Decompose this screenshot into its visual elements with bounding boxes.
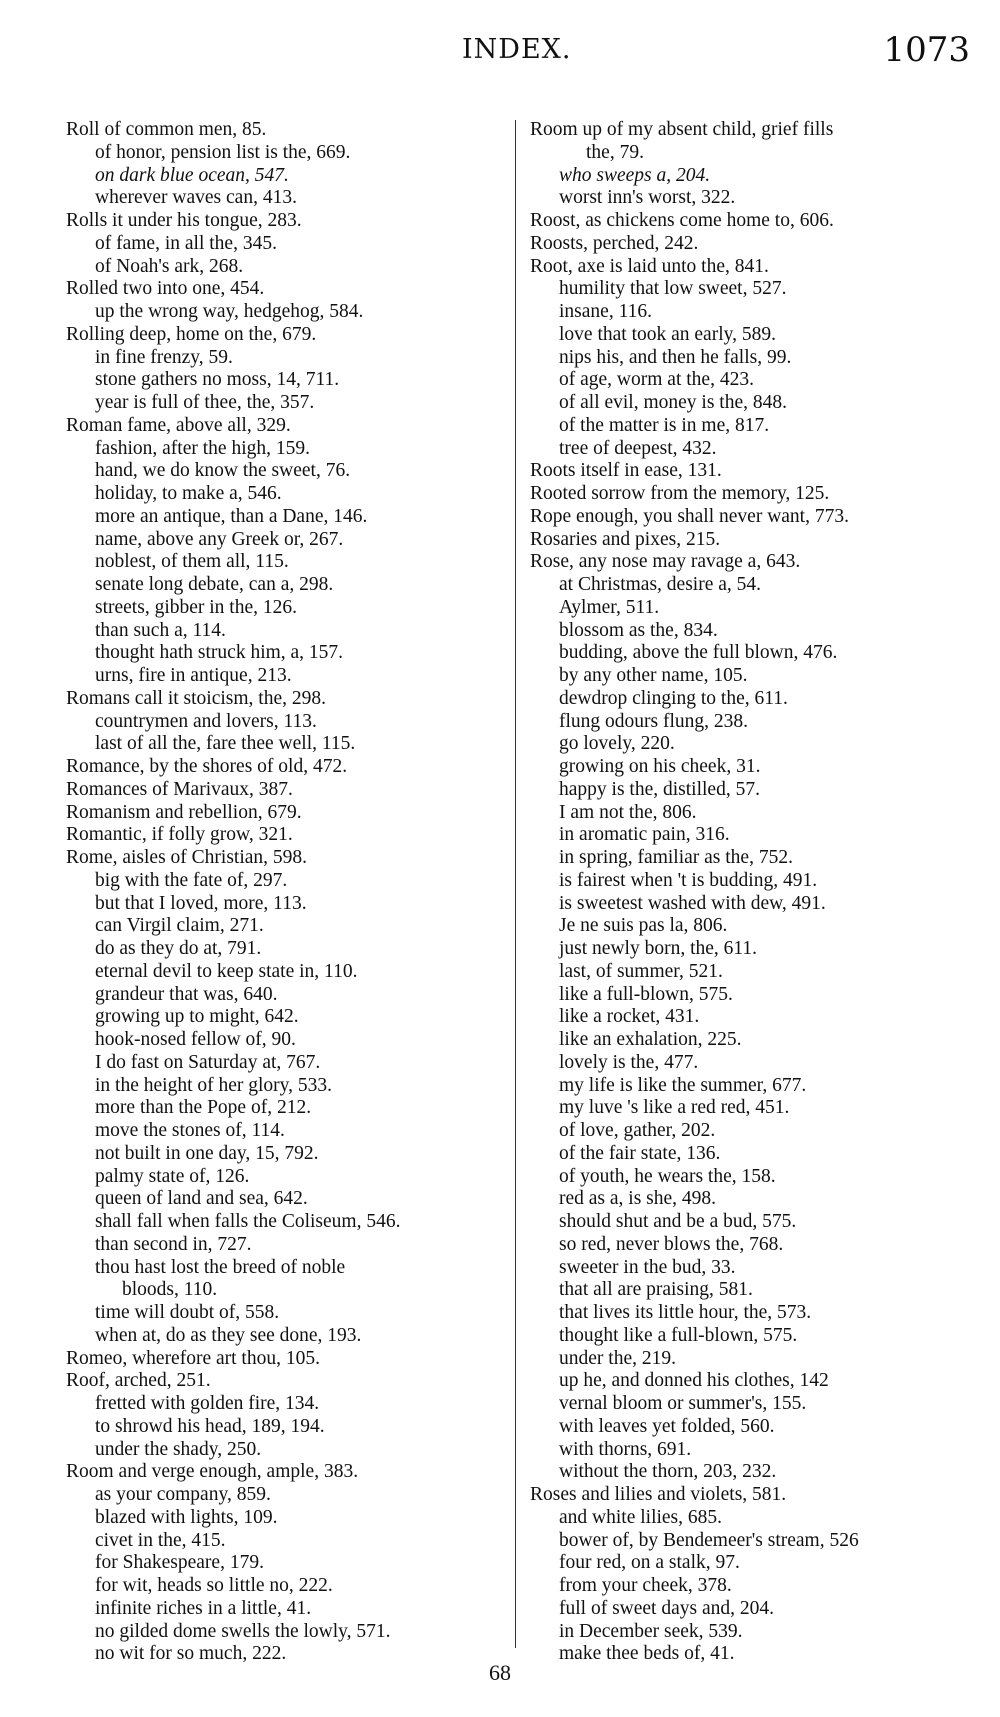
index-subentry: than such a, 114. [95, 619, 226, 641]
index-subentry: Aylmer, 511. [559, 596, 660, 618]
index-subentry: four red, on a stalk, 97. [559, 1552, 740, 1574]
index-subentry: Je ne suis pas la, 806. [559, 915, 728, 937]
index-subentry: with thorns, 691. [559, 1438, 692, 1460]
index-entry: Rolled two into one, 454. [66, 278, 265, 300]
index-subentry: on dark blue ocean, 547. [95, 164, 289, 186]
index-entry: Romanism and rebellion, 679. [66, 801, 302, 823]
index-subentry: I am not the, 806. [559, 801, 697, 823]
index-entry: Room up of my absent child, grief fills [530, 119, 834, 140]
index-entry: Roosts, perched, 242. [530, 232, 699, 254]
index-entry: Rolls it under his tongue, 283. [66, 210, 302, 231]
index-subentry: holiday, to make a, 546. [95, 483, 282, 504]
page-header [0, 30, 1000, 78]
index-subentry: bloods, 110. [122, 1279, 218, 1301]
index-subentry: to shrowd his head, 189, 194. [95, 1415, 325, 1437]
index-column-right [530, 119, 972, 1666]
index-subentry: fashion, after the high, 159. [95, 437, 310, 459]
index-subentry: time will doubt of, 558. [95, 1302, 280, 1323]
index-subentry: that all are praising, 581. [559, 1279, 753, 1301]
index-subentry: growing up to might, 642. [95, 1006, 299, 1028]
index-subentry: should shut and be a bud, 575. [559, 1211, 797, 1232]
index-subentry: under the, 219. [559, 1347, 676, 1369]
index-subentry: hook-nosed fellow of, 90. [95, 1029, 296, 1050]
index-subentry: thou hast lost the breed of noble [95, 1256, 346, 1278]
index-entry: Root, axe is laid unto the, 841. [530, 255, 769, 277]
index-subentry: of the matter is in me, 817. [559, 414, 770, 436]
index-subentry: blazed with lights, 109. [95, 1506, 278, 1528]
index-subentry: hand, we do know the sweet, 76. [95, 460, 351, 482]
index-subentry: that lives its little hour, the, 573. [559, 1302, 812, 1323]
index-column-left [66, 119, 504, 1666]
index-subentry: flung odours flung, 238. [559, 710, 749, 732]
index-subentry: no wit for so much, 222. [95, 1643, 287, 1665]
index-subentry: streets, gibber in the, 126. [95, 596, 297, 618]
index-subentry: not built in one day, 15, 792. [95, 1142, 319, 1164]
index-subentry: make thee beds of, 41. [559, 1643, 735, 1665]
index-subentry: year is full of thee, the, 357. [95, 392, 315, 413]
index-subentry: of honor, pension list is the, 669. [95, 141, 351, 163]
index-subentry: like a rocket, 431. [559, 1006, 700, 1028]
index-entry: Rope enough, you shall never want, 773. [530, 505, 849, 527]
index-subentry: is fairest when 't is budding, 491. [559, 869, 818, 891]
index-subentry: more an antique, than a Dane, 146. [95, 505, 368, 527]
index-subentry: of age, worm at the, 423. [559, 369, 754, 391]
index-subentry: urns, fire in antique, 213. [95, 665, 292, 686]
index-subentry: countrymen and lovers, 113. [95, 710, 317, 732]
index-entry: Romance, by the shores of old, 472. [66, 756, 348, 777]
index-entry: Rooted sorrow from the memory, 125. [530, 483, 830, 504]
index-subentry: queen of land and sea, 642. [95, 1188, 308, 1210]
index-subentry: eternal devil to keep state in, 110. [95, 960, 358, 982]
index-subentry: more than the Pope of, 212. [95, 1097, 312, 1119]
index-subentry: noblest, of them all, 115. [95, 551, 289, 573]
index-subentry: move the stones of, 114. [95, 1120, 285, 1141]
index-subentry: in December seek, 539. [559, 1620, 743, 1642]
index-subentry: wherever waves can, 413. [95, 187, 297, 209]
index-subentry: when at, do as they see done, 193. [95, 1324, 362, 1346]
index-subentry: so red, never blows the, 768. [559, 1233, 784, 1255]
page-title: INDEX. [462, 34, 572, 65]
index-entry: Romans call it stoicism, the, 298. [66, 687, 326, 709]
index-subentry: sweeter in the bud, 33. [559, 1256, 736, 1278]
index-subentry: insane, 116. [559, 301, 652, 322]
index-subentry: is sweetest washed with dew, 491. [559, 892, 826, 914]
index-subentry: name, above any Greek or, 267. [95, 528, 344, 550]
index-subentry: go lovely, 220. [559, 733, 675, 755]
index-subentry: blossom as the, 834. [559, 619, 718, 641]
index-entry: Room and verge enough, ample, 383. [66, 1461, 359, 1483]
index-entry: Romantic, if folly grow, 321. [66, 824, 293, 846]
index-subentry: happy is the, distilled, 57. [559, 778, 760, 800]
index-subentry: by any other name, 105. [559, 665, 748, 686]
index-subentry: thought like a full-blown, 575. [559, 1324, 798, 1346]
index-entry: Roof, arched, 251. [66, 1370, 211, 1392]
index-entry: Roots itself in ease, 131. [530, 460, 722, 482]
index-subentry: who sweeps a, 204. [559, 164, 711, 186]
index-subentry: but that I loved, more, 113. [95, 892, 307, 914]
index-entry: Roman fame, above all, 329. [66, 414, 291, 436]
index-subentry: from your cheek, 378. [559, 1575, 732, 1596]
index-subentry: infinite riches in a little, 41. [95, 1597, 312, 1619]
index-subentry: nips his, and then he falls, 99. [559, 346, 792, 368]
index-subentry: of the fair state, 136. [559, 1142, 721, 1164]
index-subentry: like an exhalation, 225. [559, 1029, 742, 1050]
index-subentry: palmy state of, 126. [95, 1165, 250, 1187]
index-subentry: of all evil, money is the, 848. [559, 392, 788, 413]
index-subentry: full of sweet days and, 204. [559, 1597, 774, 1619]
index-subentry: stone gathers no moss, 14, 711. [95, 369, 340, 391]
index-subentry: of love, gather, 202. [559, 1120, 716, 1141]
index-subentry: in spring, familiar as the, 752. [559, 847, 793, 868]
index-subentry: lovely is the, 477. [559, 1051, 699, 1073]
index-entry: Roses and lilies and violets, 581. [530, 1484, 787, 1505]
index-subentry: dewdrop clinging to the, 611. [559, 687, 788, 709]
index-subentry: do as they do at, 791. [95, 938, 262, 959]
index-subentry: for wit, heads so little no, 222. [95, 1575, 333, 1596]
index-entry: Rolling deep, home on the, 679. [66, 323, 317, 345]
index-subentry: last, of summer, 521. [559, 960, 723, 982]
index-entry: Rome, aisles of Christian, 598. [66, 847, 308, 868]
index-subentry: of Noah's ark, 268. [95, 255, 244, 277]
index-subentry: vernal bloom or summer's, 155. [559, 1393, 807, 1414]
index-subentry: big with the fate of, 297. [95, 869, 288, 891]
index-subentry: bower of, by Bendemeer's stream, 526 [559, 1529, 859, 1551]
index-subentry: for Shakespeare, 179. [95, 1552, 264, 1574]
index-subentry: red as a, is she, 498. [559, 1188, 717, 1210]
index-subentry: as your company, 859. [95, 1484, 271, 1505]
index-subentry: love that took an early, 589. [559, 323, 776, 345]
index-subentry: tree of deepest, 432. [559, 437, 717, 459]
index-subentry: my luve 's like a red red, 451. [559, 1097, 790, 1119]
index-subentry: worst inn's worst, 322. [559, 187, 736, 209]
index-subentry: of youth, he wears the, 158. [559, 1165, 776, 1187]
index-subentry: than second in, 727. [95, 1233, 252, 1255]
index-subentry: can Virgil claim, 271. [95, 915, 264, 937]
index-subentry: last of all the, fare thee well, 115. [95, 733, 356, 755]
index-subentry: grandeur that was, 640. [95, 983, 278, 1005]
index-subentry: just newly born, the, 611. [559, 938, 758, 959]
signature-mark: 68 [489, 1660, 511, 1685]
index-entry: Romeo, wherefore art thou, 105. [66, 1347, 320, 1369]
index-subentry: thought hath struck him, a, 157. [95, 642, 344, 664]
index-subentry: at Christmas, desire a, 54. [559, 574, 761, 595]
index-subentry: in aromatic pain, 316. [559, 824, 730, 846]
index-subentry: like a full-blown, 575. [559, 983, 733, 1005]
index-subentry: humility that low sweet, 527. [559, 278, 787, 300]
index-subentry: in fine frenzy, 59. [95, 346, 233, 368]
column-divider [515, 120, 516, 1648]
index-subentry: growing on his cheek, 31. [559, 756, 761, 777]
index-entry: Rose, any nose may ravage a, 643. [530, 551, 801, 573]
index-entry: Roll of common men, 85. [66, 119, 267, 140]
index-subentry: and white lilies, 685. [559, 1506, 723, 1528]
index-subentry: without the thorn, 203, 232. [559, 1461, 777, 1483]
index-entry: Rosaries and pixes, 215. [530, 528, 721, 550]
index-subentry: with leaves yet folded, 560. [559, 1415, 775, 1437]
index-subentry: shall fall when falls the Coliseum, 546. [95, 1211, 401, 1232]
index-subentry: my life is like the summer, 677. [559, 1074, 807, 1096]
index-subentry: civet in the, 415. [95, 1529, 226, 1551]
index-subentry: in the height of her glory, 533. [95, 1074, 333, 1096]
index-entry: Roost, as chickens come home to, 606. [530, 210, 834, 231]
index-subentry: I do fast on Saturday at, 767. [95, 1051, 321, 1073]
page-number: 1073 [883, 30, 970, 70]
index-subentry: budding, above the full blown, 476. [559, 642, 838, 664]
index-subentry: senate long debate, can a, 298. [95, 574, 334, 595]
index-subentry: fretted with golden fire, 134. [95, 1393, 320, 1414]
index-subentry: no gilded dome swells the lowly, 571. [95, 1620, 391, 1642]
index-subentry: up he, and donned his clothes, 142 [559, 1370, 829, 1392]
index-subentry: up the wrong way, hedgehog, 584. [95, 301, 364, 322]
index-subentry: the, 79. [586, 141, 644, 163]
index-subentry: of fame, in all the, 345. [95, 232, 277, 254]
index-subentry: under the shady, 250. [95, 1438, 262, 1460]
index-entry: Romances of Marivaux, 387. [66, 778, 293, 800]
